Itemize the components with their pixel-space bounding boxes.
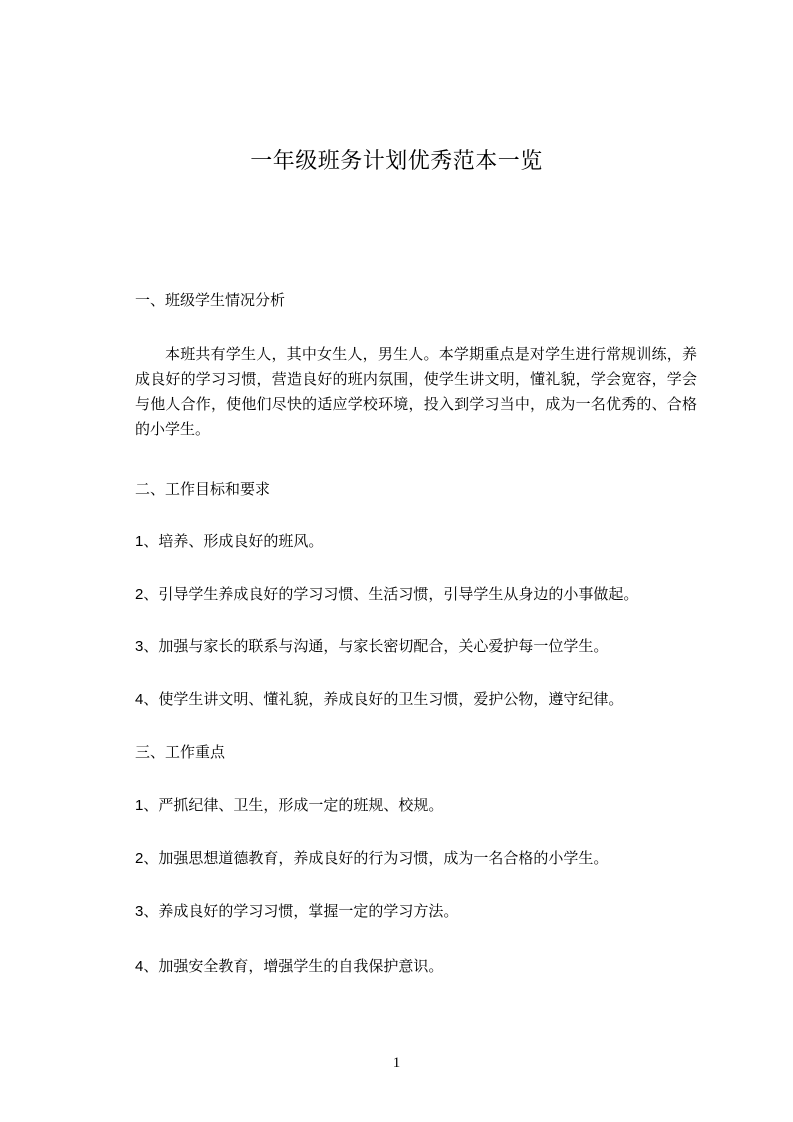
list-item: 3、养成良好的学习习惯，掌握一定的学习方法。 [135, 903, 459, 920]
section-heading: 二、工作目标和要求 [135, 481, 271, 498]
list-item: 1、严抓纪律、卫生，形成一定的班规、校规。 [135, 797, 444, 814]
paragraph: 本班共有学生人，其中女生人，男生人。本学期重点是对学生进行常规训练，养成良好的学习习惯，营造良好的班内氛围，使学生讲文明，懂礼貌，学会宽容，学会与他人合作，使他们尽快的适应学校环境，投入到学习当中，成为一名优秀的、合格的小学生。 [135, 346, 697, 438]
section-heading: 三、工作重点 [135, 744, 226, 761]
list-item: 2、引导学生养成良好的学习习惯、生活习惯，引导学生从身边的小事做起。 [135, 586, 639, 603]
list-item: 4、使学生讲文明、懂礼貌，养成良好的卫生习惯，爱护公物，遵守纪律。 [135, 691, 624, 708]
list-item: 4、加强安全教育，增强学生的自我保护意识。 [135, 958, 444, 975]
document-title: 一年级班务计划优秀范本一览 [250, 148, 543, 173]
list-item: 2、加强思想道德教育，养成良好的行为习惯，成为一名合格的小学生。 [135, 850, 609, 867]
list-item: 1、培养、形成良好的班风。 [135, 533, 324, 550]
section-heading: 一、班级学生情况分析 [135, 292, 286, 309]
list-item: 3、加强与家长的联系与沟通，与家长密切配合，关心爱护每一位学生。 [135, 638, 609, 655]
page-number: 1 [392, 1055, 401, 1071]
